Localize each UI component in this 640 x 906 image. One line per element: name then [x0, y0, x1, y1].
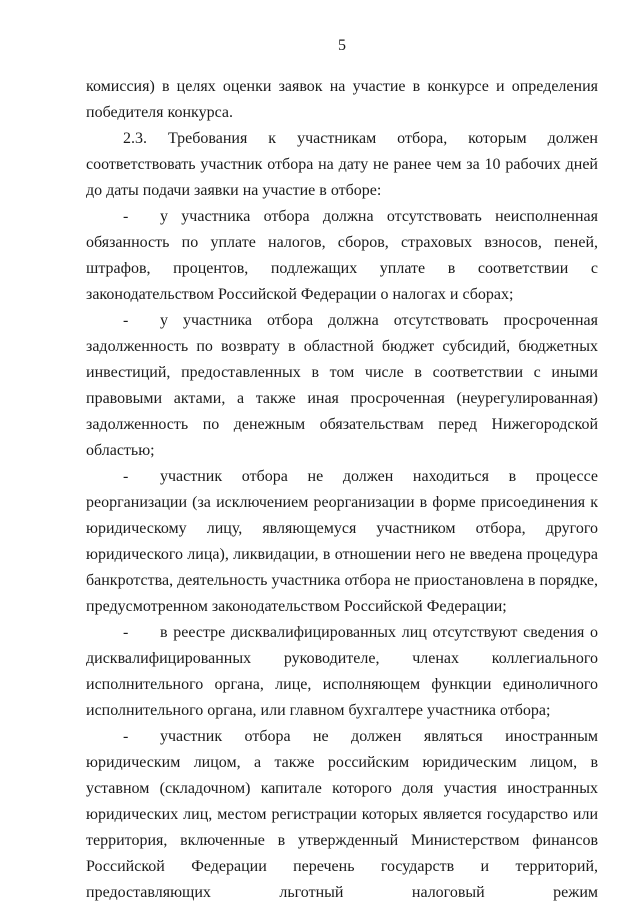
- list-item-foreign-entity: [86, 724, 598, 906]
- list-item-text: в реестре дисквалифицированных лиц отсутствуют сведения о дисквалифицированных руководителе, членах коллегиального исполнительного органа, лице, исполняющем функции единоличного исполнительного органа, или главном бухгалтере участника отбора;: [86, 624, 598, 719]
- list-item-budget-debt: [86, 308, 598, 464]
- list-dash: -: [123, 208, 129, 225]
- paragraph-continuation: комиссия) в целях оценки заявок на участие в конкурсе и определения победителя конкурса.: [86, 78, 598, 121]
- document-body: [86, 74, 598, 906]
- list-item-text: у участника отбора должна отсутствовать неисполненная обязанность по уплате налогов, сборов, страховых взносов, пеней, штрафов, процентов, подлежащих уплате в соответствии с законодательством Российской Федерации о налогах и сборах;: [86, 208, 598, 303]
- list-dash: -: [123, 468, 129, 485]
- list-dash: -: [123, 624, 129, 641]
- list-dash: -: [123, 312, 129, 329]
- list-item-disqualified-persons: [86, 620, 598, 724]
- list-item-text: у участника отбора должна отсутствовать просроченная задолженность по возврату в областной бюджет субсидий, бюджетных инвестиций, предоставленных в том числе в соответствии с иными правовыми актами, а также иная просроченная (неурегулированная) задолженность по денежным обязательствам перед Нижегородской областью;: [86, 312, 598, 459]
- paragraph-section-2-3: 2.3. Требования к участникам отбора, которым должен соответствовать участник отбора на дату не ранее чем за 10 рабочих дней до даты подачи заявки на участие в отборе:: [86, 130, 598, 199]
- list-dash: -: [123, 728, 129, 745]
- list-item-text: участник отбора не должен находиться в процессе реорганизации (за исключением реорганизации в форме присоединения к юридическому лицу, являющемуся участником отбора, другого юридического лица), ликвидации, в отношении него не введена процедура банкротства, деятельность участника отбора не приостановлена в порядке, предусмотренном законодательством Российской Федерации;: [86, 468, 598, 615]
- list-item-tax-obligations: [86, 204, 598, 308]
- list-item-text: участник отбора не должен являться иностранным юридическим лицом, а также российским юридическим лицом, в уставном (складочном) капитале которого доля участия иностранных юридических лиц, местом регистрации которых является государство или территория, включенные в утвержденный Министерством финансов Российской Федерации перечень государств и территорий, предоставляющих льготный налоговый режим: [86, 728, 598, 901]
- list-item-reorganization: [86, 464, 598, 620]
- page-number: 5: [338, 37, 346, 54]
